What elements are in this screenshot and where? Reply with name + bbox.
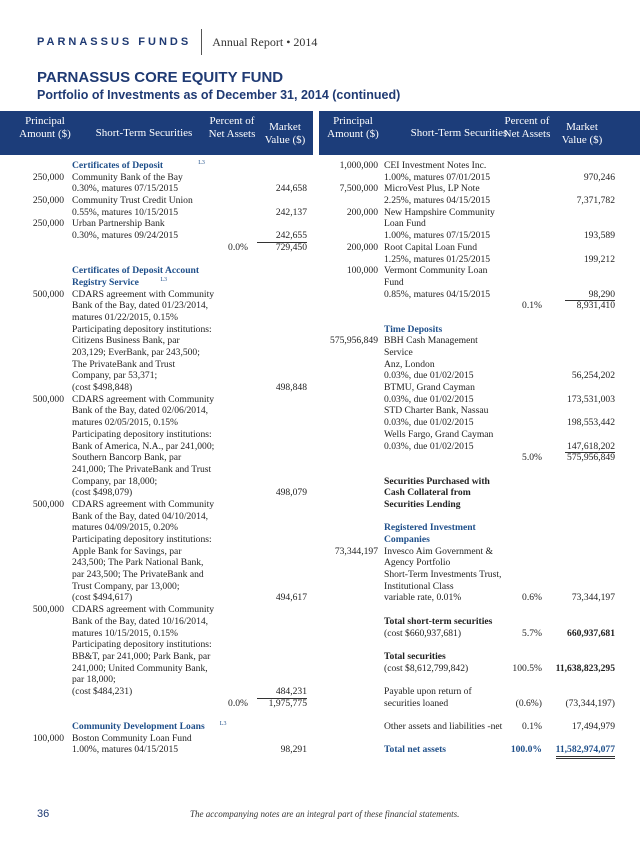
security-name: Wells Fargo, Grand Cayman: [384, 428, 494, 440]
table-row: [319, 277, 640, 289]
table-row: [319, 370, 640, 382]
market-value: 199,212: [583, 253, 615, 265]
table-row: [0, 651, 313, 663]
market-value: 147,618,202: [565, 441, 615, 454]
security-name: Bank of the Bay, dated 02/06/2014,: [72, 405, 209, 417]
table-row: [0, 604, 313, 616]
table-row: [0, 511, 313, 523]
principal-amount: 100,000: [346, 265, 378, 277]
market-value: 498,079: [275, 487, 307, 499]
table-row: [0, 546, 313, 558]
table-row: [0, 487, 313, 499]
market-value: 193,589: [583, 230, 615, 242]
table-row: [0, 324, 313, 336]
security-name: 0.30%, matures 07/15/2015: [72, 183, 179, 195]
security-name: Company, par 18,000;: [72, 475, 158, 487]
table-row: [319, 324, 640, 336]
security-name: 0.55%, matures 10/15/2015: [72, 206, 179, 218]
table-row: [319, 628, 640, 640]
market-value: 98,290: [565, 289, 615, 302]
table-row: [0, 429, 313, 441]
security-name: The PrivateBank and Trust: [72, 358, 176, 370]
security-name: Participating depository institutions:: [72, 428, 212, 440]
market-value: 244,658: [275, 183, 307, 195]
security-name: 1.25%, matures 01/25/2015: [384, 253, 491, 265]
table-row: [0, 382, 313, 394]
security-name: Root Capital Loan Fund: [384, 241, 478, 253]
principal-amount: 7,500,000: [339, 183, 378, 195]
security-name: CEI Investment Notes Inc.: [384, 160, 487, 171]
table-row: [319, 242, 640, 254]
table-row: [0, 289, 313, 301]
table-row: [0, 405, 313, 417]
table-row: [319, 569, 640, 581]
security-name: Securities Lending: [384, 498, 461, 510]
table-row: [319, 254, 640, 266]
market-value: 198,553,442: [567, 417, 615, 429]
report-header: [37, 32, 317, 52]
security-name: 0.30%, matures 09/24/2015: [72, 230, 179, 242]
market-value: 494,617: [275, 592, 307, 604]
table-row: [0, 347, 313, 359]
table-row: [319, 172, 640, 184]
market-value: 11,638,823,295: [555, 662, 615, 674]
security-name: BTMU, Grand Cayman: [384, 382, 475, 394]
table-row: [319, 674, 640, 686]
section-heading: Companies: [384, 534, 430, 545]
security-name: Bank of the Bay, dated 10/16/2014,: [72, 615, 209, 627]
security-name: Other assets and liabilities -net: [384, 721, 503, 732]
security-name: Community Trust Credit Union: [72, 195, 193, 207]
table-row: [319, 382, 640, 394]
table-row: [0, 312, 313, 324]
principal-amount: 500,000: [32, 288, 64, 300]
table-row: [0, 499, 313, 511]
page-title: PARNASSUS CORE EQUITY FUND: [37, 69, 284, 86]
security-name: (cost $8,612,799,842): [384, 662, 469, 674]
table-row: [0, 394, 313, 406]
table-row: [0, 592, 313, 604]
col-security: Short-Term Securities: [95, 127, 193, 139]
table-row: [0, 744, 313, 756]
security-name: Boston Community Loan Fund: [72, 732, 192, 744]
security-name: MicroVest Plus, LP Note: [384, 183, 480, 195]
security-name: 1.00%, matures 07/15/2015: [384, 230, 491, 242]
security-name: Cash Collateral from: [384, 487, 471, 499]
market-value: 970,246: [583, 171, 615, 183]
market-value: 17,494,979: [571, 721, 615, 732]
table-row: [0, 160, 313, 172]
principal-amount: 500,000: [32, 604, 64, 616]
table-row: [319, 546, 640, 558]
market-value: 242,655: [257, 230, 307, 243]
table-row: [0, 674, 313, 686]
section-heading: Time Deposits: [384, 323, 443, 335]
security-name: Anz, London: [384, 358, 435, 370]
table-row: [0, 254, 313, 266]
security-name: par 18,000;: [72, 674, 116, 686]
table-row: [319, 721, 640, 733]
table-row: [319, 394, 640, 406]
principal-amount: 1,000,000: [339, 160, 378, 171]
security-name: Short-Term Investments Trust,: [384, 569, 502, 581]
principal-amount: 200,000: [346, 241, 378, 253]
table-row: [319, 405, 640, 417]
market-value: 1,975,775: [268, 697, 307, 709]
security-name: Apple Bank for Savings, par: [72, 545, 182, 557]
table-row: [0, 183, 313, 195]
table-row: [319, 417, 640, 429]
security-name: New Hampshire Community: [384, 206, 495, 218]
table-row: [0, 709, 313, 721]
security-name: Citizens Business Bank, par: [72, 335, 180, 347]
principal-amount: 500,000: [32, 393, 64, 405]
table-row: [319, 616, 640, 628]
table-row: [0, 242, 313, 254]
percent-net-assets: 0.1%: [522, 300, 542, 312]
table-row: [0, 452, 313, 464]
security-name: Company, par 53,371;: [72, 370, 158, 382]
security-name: Fund: [384, 276, 404, 288]
security-name: STD Charter Bank, Nassau: [384, 405, 489, 417]
table-row: [319, 663, 640, 675]
footnote-marker: L3: [160, 276, 168, 283]
table-row: [319, 207, 640, 219]
table-row: [0, 207, 313, 219]
market-value: 73,344,197: [571, 592, 615, 604]
table-row: [319, 522, 640, 534]
market-value: 11,582,974,077: [556, 744, 615, 759]
table-row: [319, 230, 640, 242]
percent-net-assets: 5.7%: [522, 627, 542, 639]
table-row: [319, 452, 640, 464]
security-name: Participating depository institutions:: [72, 534, 212, 545]
security-name: 0.03%, due 01/02/2015: [384, 417, 474, 429]
table-row: [319, 686, 640, 698]
table-row: [0, 172, 313, 184]
table-row: [319, 183, 640, 195]
security-name: Payable upon return of: [384, 685, 472, 697]
security-name: 1.00%, matures 07/01/2015: [384, 171, 491, 183]
col-security: Short-Term Securities: [410, 127, 508, 139]
table-row: [0, 639, 313, 651]
table-row: [0, 616, 313, 628]
col-principal: Principal Amount ($): [327, 115, 379, 140]
principal-amount: 250,000: [32, 195, 64, 207]
principal-amount: 100,000: [32, 732, 64, 744]
principal-amount: 500,000: [32, 498, 64, 510]
table-row: [319, 499, 640, 511]
security-name: Total short-term securities: [384, 615, 493, 627]
security-name: variable rate, 0.01%: [384, 592, 462, 604]
table-row: [0, 569, 313, 581]
security-name: Trust Company, par 13,000;: [72, 580, 180, 592]
percent-net-assets: 5.0%: [522, 452, 542, 464]
security-name: Bank of the Bay, dated 01/23/2014,: [72, 300, 209, 312]
table-row: [319, 195, 640, 207]
security-name: Total securities: [384, 650, 446, 662]
report-label: Annual Report • 2014: [212, 34, 318, 49]
market-value: 56,254,202: [571, 370, 615, 382]
brand-name: PARNASSUS FUNDS: [37, 36, 192, 48]
table-row: [0, 534, 313, 546]
table-row: [0, 557, 313, 569]
table-row: [319, 335, 640, 347]
table-row: [0, 628, 313, 640]
table-row: [319, 639, 640, 651]
market-value: 98,291: [280, 744, 307, 756]
table-row: [319, 289, 640, 301]
table-row: [0, 476, 313, 488]
security-name: matures 02/05/2015, 0.15%: [72, 417, 179, 429]
table-row: [0, 230, 313, 242]
section-heading: Certificates of Deposit: [72, 160, 164, 171]
security-name: 203,129; EverBank, par 243,500;: [72, 347, 200, 358]
page-subtitle: Portfolio of Investments as of December 31, 2014 (continued): [37, 88, 401, 102]
security-name: (cost $498,079): [72, 487, 133, 499]
table-row: [319, 429, 640, 441]
security-name: Vermont Community Loan: [384, 265, 488, 277]
market-value: (73,344,197): [565, 697, 615, 709]
table-row: [319, 300, 640, 312]
header-divider: [201, 29, 202, 55]
security-name: (cost $660,937,681): [384, 627, 462, 639]
security-name: par 243,500; The PrivateBank and: [72, 569, 204, 581]
percent-net-assets: 0.1%: [522, 721, 542, 732]
security-name: CDARS agreement with Community: [72, 288, 215, 300]
security-name: CDARS agreement with Community: [72, 393, 215, 405]
table-row: [0, 721, 313, 733]
right-table-header: [319, 111, 640, 155]
table-row: [319, 487, 640, 499]
market-value: 8,931,410: [576, 300, 615, 312]
right-holdings-table: [319, 160, 640, 756]
security-name: Participating depository institutions:: [72, 639, 212, 651]
security-name: Service: [384, 347, 413, 358]
principal-amount: 250,000: [32, 218, 64, 230]
table-row: [319, 476, 640, 488]
principal-amount: 73,344,197: [334, 545, 378, 557]
security-name: BB&T, par 241,000; Park Bank, par: [72, 650, 211, 662]
security-name: matures 10/15/2015, 0.15%: [72, 627, 179, 639]
section-heading: Certificates of Deposit Account: [72, 265, 200, 277]
market-value: 7,371,782: [576, 195, 615, 207]
col-market-value: Market Value ($): [264, 121, 306, 146]
table-row: [0, 277, 313, 289]
market-value: 173,531,003: [567, 393, 615, 405]
footnote-marker: L3: [219, 721, 227, 727]
table-row: [319, 441, 640, 453]
security-name: 241,000; United Community Bank,: [72, 662, 208, 674]
footer-note: The accompanying notes are an integral part of these financial statements.: [190, 809, 460, 819]
table-row: [0, 335, 313, 347]
market-value: 575,956,849: [567, 452, 615, 464]
table-row: [0, 581, 313, 593]
security-name: (cost $494,617): [72, 592, 133, 604]
market-value: 498,848: [275, 382, 307, 394]
security-name: 243,500; The Park National Bank,: [72, 557, 204, 569]
security-name: Loan Fund: [384, 218, 426, 230]
security-name: Bank of America, N.A., par 241,000;: [72, 440, 215, 452]
table-row: [0, 195, 313, 207]
table-row: [0, 522, 313, 534]
table-row: [0, 265, 313, 277]
percent-net-assets: 0.0%: [228, 697, 248, 709]
security-name: Agency Portfolio: [384, 557, 451, 569]
security-name: Invesco Aim Government &: [384, 545, 493, 557]
percent-net-assets: 100.0%: [510, 744, 542, 756]
percent-net-assets: 100.5%: [512, 662, 542, 674]
footnote-marker: L3: [198, 160, 205, 166]
security-name: BBH Cash Management: [384, 335, 478, 347]
table-row: [0, 441, 313, 453]
security-name: securities loaned: [384, 697, 449, 709]
table-row: [319, 581, 640, 593]
security-name: 241,000; The PrivateBank and Trust: [72, 463, 212, 475]
table-row: [319, 347, 640, 359]
security-name: Securities Purchased with: [384, 475, 490, 487]
table-row: [319, 265, 640, 277]
col-percent: Percent of Net Assets: [503, 115, 551, 140]
security-name: CDARS agreement with Community: [72, 498, 215, 510]
principal-amount: 250,000: [32, 171, 64, 183]
left-holdings-table: [0, 160, 313, 756]
security-name: Participating depository institutions:: [72, 323, 212, 335]
security-name: 2.25%, matures 04/15/2015: [384, 195, 491, 207]
security-name: Urban Partnership Bank: [72, 218, 165, 230]
section-heading: Community Development Loans: [72, 721, 205, 732]
security-name: (cost $484,231): [72, 685, 133, 697]
table-row: [319, 218, 640, 230]
table-row: [319, 651, 640, 663]
security-name: 0.85%, matures 04/15/2015: [384, 288, 491, 300]
page-number: 36: [37, 808, 50, 820]
table-row: [0, 300, 313, 312]
security-name: 1.00%, matures 04/15/2015: [72, 744, 179, 756]
table-row: [0, 464, 313, 476]
table-row: [319, 604, 640, 616]
table-row: [0, 359, 313, 371]
security-name: 0.03%, due 01/02/2015: [384, 440, 474, 452]
left-table-header: [0, 111, 313, 155]
col-principal: Principal Amount ($): [19, 115, 71, 140]
col-percent: Percent of Net Assets: [208, 115, 256, 140]
col-market-value: Market Value ($): [561, 121, 603, 146]
table-row: [319, 698, 640, 710]
security-name: 0.03%, due 01/02/2015: [384, 393, 474, 405]
security-name: 0.03%, due 01/02/2015: [384, 370, 474, 382]
table-row: [319, 592, 640, 604]
security-name: Institutional Class: [384, 580, 454, 592]
table-row: [319, 744, 640, 756]
security-name: Community Bank of the Bay: [72, 171, 183, 183]
market-value: 729,450: [275, 241, 307, 253]
table-row: [319, 709, 640, 721]
table-row: [319, 312, 640, 324]
principal-amount: 200,000: [346, 206, 378, 218]
table-row: [319, 511, 640, 523]
percent-net-assets: 0.0%: [228, 241, 248, 253]
market-value: 242,137: [275, 206, 307, 218]
table-row: [319, 557, 640, 569]
percent-net-assets: (0.6%): [515, 697, 542, 709]
table-row: [0, 417, 313, 429]
table-row: [0, 733, 313, 745]
table-row: [319, 464, 640, 476]
table-row: [319, 160, 640, 172]
table-row: [0, 698, 313, 710]
security-name: matures 01/22/2015, 0.15%: [72, 311, 179, 323]
section-heading: Registered Investment: [384, 522, 476, 534]
principal-amount: 575,956,849: [330, 335, 378, 347]
security-name: (cost $498,848): [72, 382, 133, 394]
section-heading: Registry Service: [72, 276, 139, 288]
table-row: [0, 370, 313, 382]
security-name: matures 04/09/2015, 0.20%: [72, 522, 179, 534]
security-name: Bank of the Bay, dated 04/10/2014,: [72, 510, 209, 522]
table-row: [319, 733, 640, 745]
table-row: [0, 663, 313, 675]
security-name: CDARS agreement with Community: [72, 604, 215, 616]
percent-net-assets: 0.6%: [522, 592, 542, 604]
market-value: 660,937,681: [567, 627, 615, 639]
security-name: Total net assets: [384, 744, 447, 756]
table-row: [319, 359, 640, 371]
table-row: [0, 218, 313, 230]
market-value: 484,231: [257, 686, 307, 699]
table-row: [319, 534, 640, 546]
security-name: Southern Bancorp Bank, par: [72, 452, 182, 464]
table-row: [0, 686, 313, 698]
